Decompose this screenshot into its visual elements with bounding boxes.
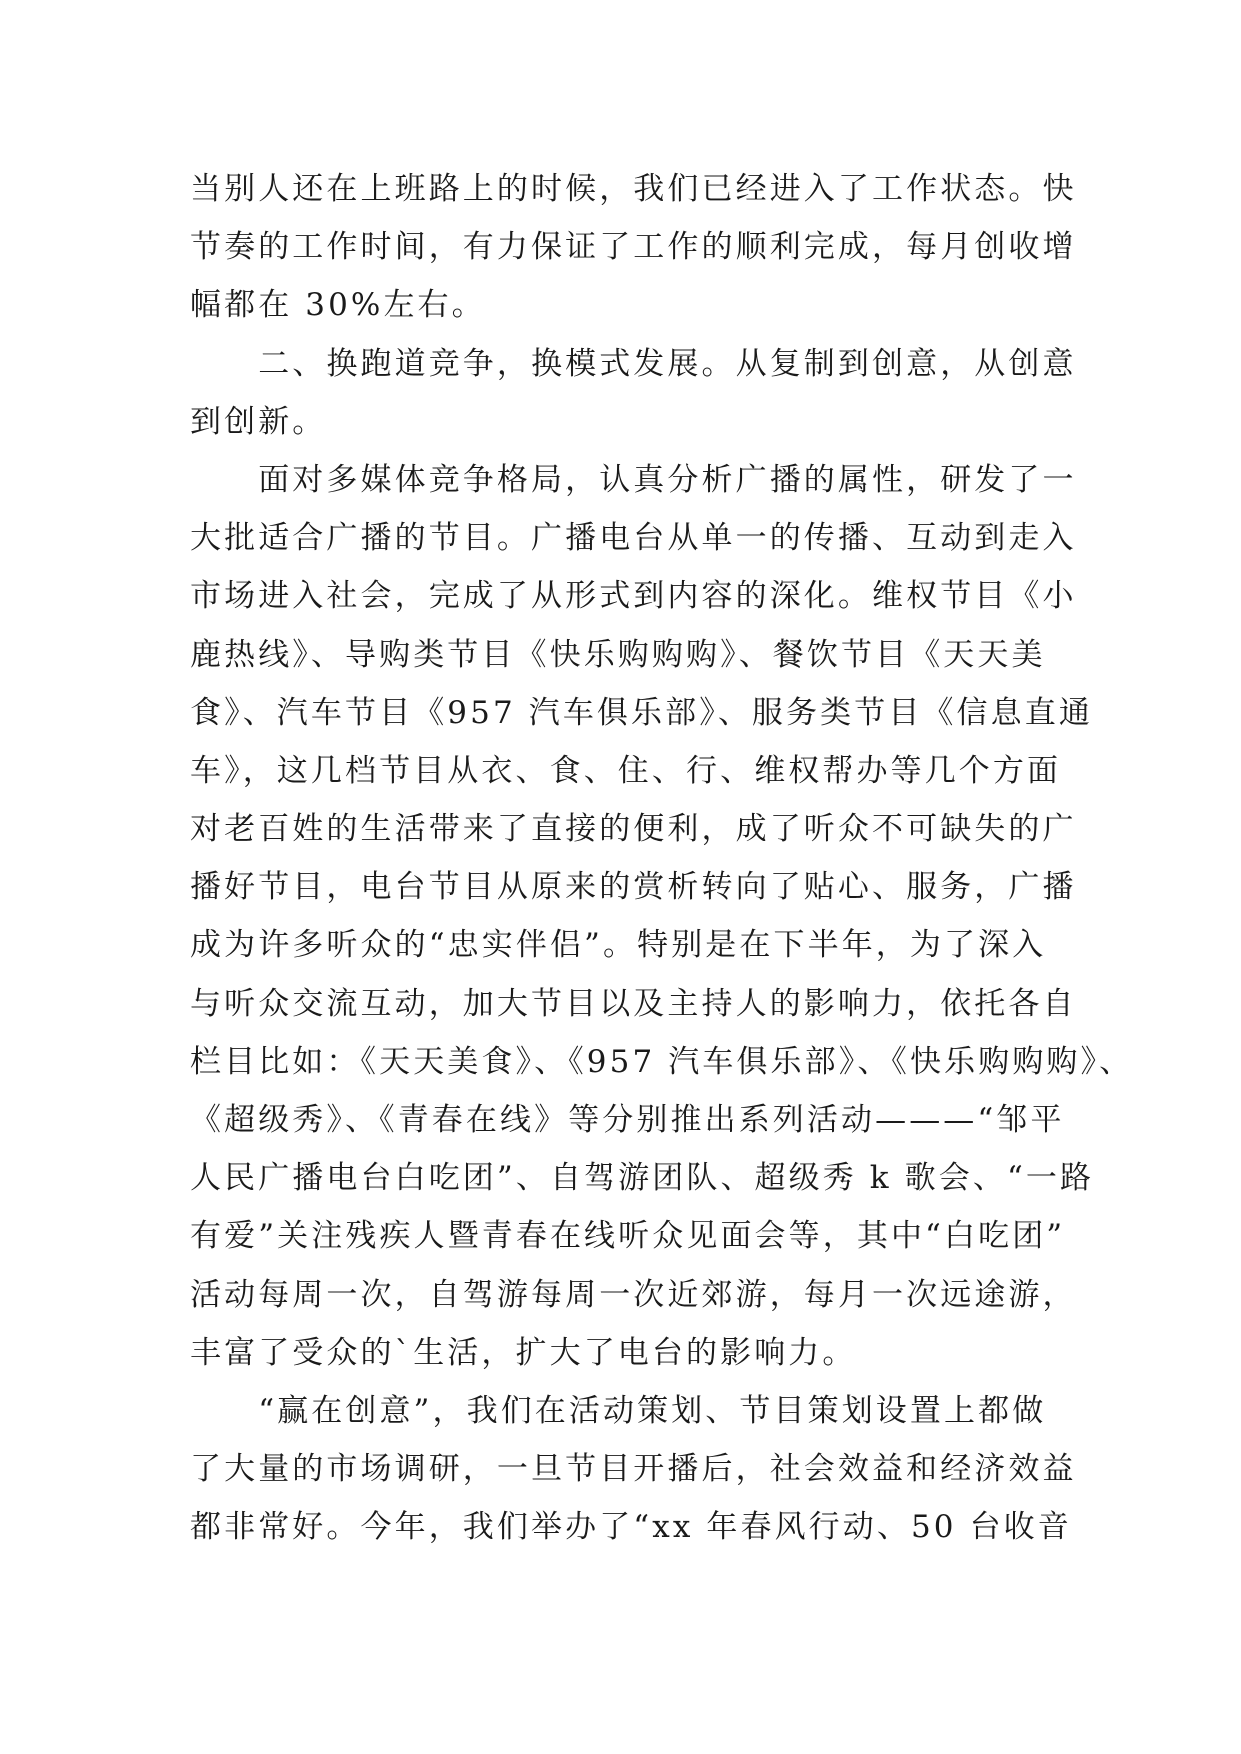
text-line: 幅都在 30%左右。 bbox=[190, 287, 486, 324]
text-line: 当别人还在上班路上的时候，我们已经进入了工作状态。快 bbox=[190, 171, 1077, 207]
text-line: 活动每周一次，自驾游每周一次近郊游，每月一次远途游， bbox=[190, 1276, 1077, 1313]
text-line: 《超级秀》、《青春在线》等分别推出系列活动———“邹平 bbox=[190, 1102, 1065, 1138]
text-line: 了大量的市场调研，一旦节目开播后，社会效益和经济效益 bbox=[190, 1451, 1077, 1488]
text-line: 栏目比如：《天天美食》、《957 汽车俱乐部》、《快乐购购购》、 bbox=[190, 1043, 1134, 1080]
section-heading-line: 到创新。 bbox=[190, 403, 327, 440]
text-line: “赢在创意”，我们在活动策划、节目策划设置上都做 bbox=[190, 1392, 1047, 1429]
text-line: 面对多媒体竞争格局，认真分析广播的属性，研发了一 bbox=[190, 461, 1077, 498]
text-line: 成为许多听众的“忠实伴侣”。特别是在下半年，为了深入 bbox=[190, 927, 1047, 964]
text-line: 有爱”关注残疾人暨青春在线听众见面会等，其中“白吃团” bbox=[190, 1218, 1066, 1255]
text-line: 都非常好。今年，我们举办了“xx 年春风行动、50 台收音 bbox=[190, 1509, 1072, 1546]
text-line: 对老百姓的生活带来了直接的便利，成了听众不可缺失的广 bbox=[190, 811, 1077, 848]
text-line: 大批适合广播的节目。广播电台从单一的传播、互动到走入 bbox=[190, 520, 1077, 557]
text-line: 车》，这几档节目从衣、食、住、行、维权帮办等几个方面 bbox=[190, 752, 1062, 789]
section-heading-line: 二、换跑道竞争，换模式发展。从复制到创意，从创意 bbox=[190, 345, 1077, 382]
text-line: 节奏的工作时间，有力保证了工作的顺利完成，每月创收增 bbox=[190, 229, 1077, 266]
text-line: 鹿热线》、导购类节目《快乐购购购》、餐饮节目《天天美 bbox=[190, 636, 1046, 673]
document-body bbox=[190, 160, 1134, 1557]
text-line: 人民广播电台白吃团”、自驾游团队、超级秀 k 歌会、“一路 bbox=[190, 1160, 1095, 1197]
text-line: 市场进入社会，完成了从形式到内容的深化。维权节目《小 bbox=[190, 578, 1077, 615]
text-line: 与听众交流互动，加大节目以及主持人的影响力，依托各自 bbox=[190, 985, 1077, 1022]
text-line: 丰富了受众的`生活，扩大了电台的影响力。 bbox=[190, 1334, 857, 1371]
text-line: 播好节目，电台节目从原来的赏析转向了贴心、服务，广播 bbox=[190, 869, 1077, 906]
text-line: 食》、汽车节目《957 汽车俱乐部》、服务类节目《信息直通 bbox=[190, 694, 1093, 731]
